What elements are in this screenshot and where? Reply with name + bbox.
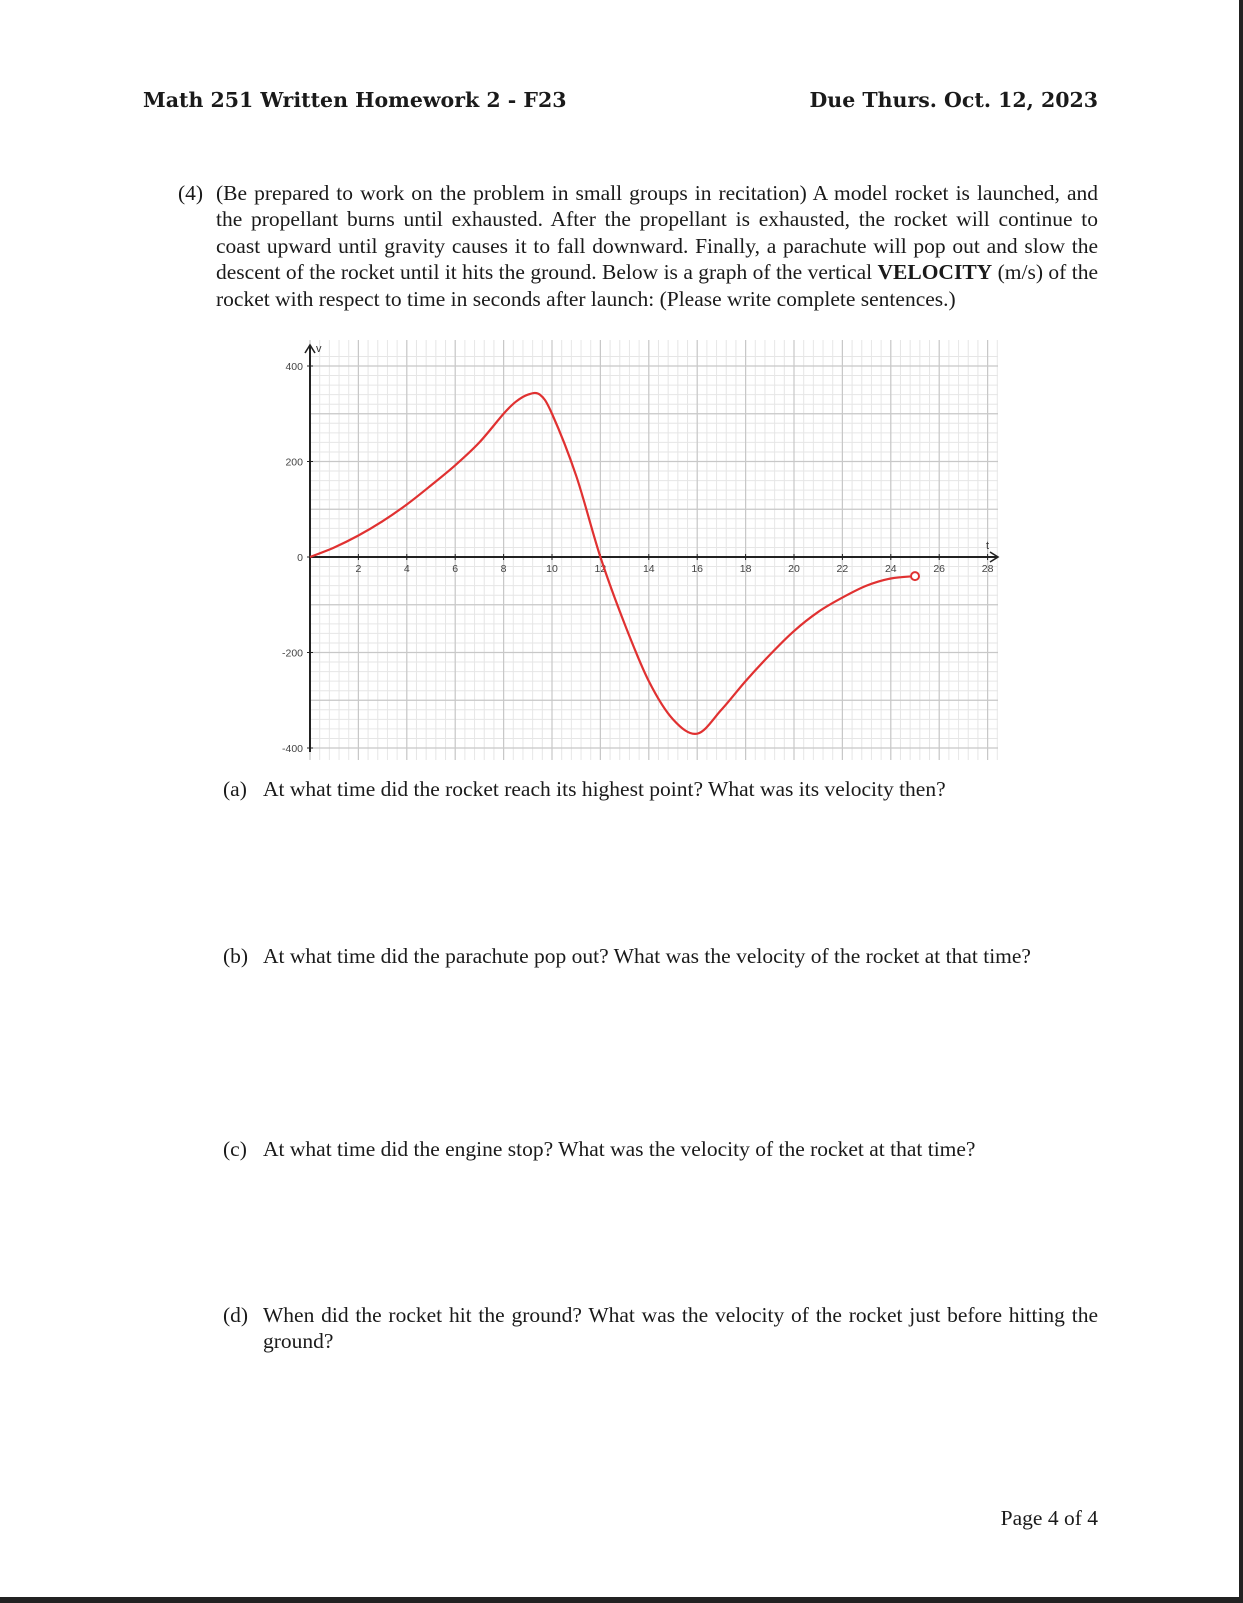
problem-number: (4)	[178, 181, 204, 205]
question-a-text: At what time did the rocket reach its highest point? What was its velocity then?	[263, 777, 946, 801]
question-a-label: (a)	[223, 777, 247, 801]
page-header	[143, 88, 1098, 112]
x-tick-label: 24	[884, 563, 897, 575]
y-tick-label: 400	[285, 361, 303, 373]
page-border-bottom	[0, 1597, 1243, 1603]
velocity-curve-group	[310, 393, 919, 734]
problem-bold-word: VELOCITY	[877, 260, 993, 285]
x-tick-label: 16	[691, 563, 704, 575]
x-tick-label: 6	[452, 563, 459, 575]
x-tick-label: 4	[403, 563, 410, 575]
x-tick-label: 26	[933, 563, 946, 575]
y-tick-label: -200	[281, 647, 303, 660]
due-date: Due Thurs. Oct. 12, 2023	[809, 88, 1098, 112]
velocity-chart	[270, 340, 1030, 780]
tick-labels	[282, 343, 994, 755]
x-tick-label: 14	[642, 563, 655, 575]
question-b-text: At what time did the parachute pop out? What was the velocity of the rocket at that time?	[263, 944, 1031, 968]
x-tick-label: 22	[836, 563, 849, 575]
x-tick-label: 10	[546, 563, 558, 575]
question-b-label: (b)	[223, 944, 249, 968]
velocity-curve	[310, 393, 915, 734]
question-a	[223, 776, 1098, 802]
question-c	[223, 1136, 1098, 1162]
open-endpoint-marker	[911, 572, 919, 580]
y-tick-label: 0	[297, 552, 303, 564]
question-c-label: (c)	[223, 1137, 247, 1161]
x-tick-label: 12	[594, 563, 607, 575]
y-tick-label: 200	[285, 456, 303, 469]
problem-text-before: (Be prepared to work on the problem in small groups in recitation) A model rocket is launched, and the propellant burns until exhausted. After the propellant is exhausted, the rocket will continue to coast upward until gravity causes it to fall downward. Finally, a parachute will pop out and slow the descent of the rocket until it hits the ground. Below is a graph of the vertical	[216, 181, 1098, 285]
x-tick-label: 8	[500, 563, 507, 575]
x-axis-label: t	[986, 540, 990, 552]
y-tick-label: -400	[281, 743, 303, 755]
problem-statement	[178, 180, 1098, 312]
question-b	[223, 943, 1098, 969]
question-d-label: (d)	[223, 1303, 249, 1327]
x-tick-label: 20	[788, 563, 800, 575]
problem-body	[216, 180, 1098, 312]
x-tick-label: 28	[981, 563, 994, 575]
grid-major	[310, 340, 998, 760]
question-d-text: When did the rocket hit the ground? What was the velocity of the rocket just before hitting the ground?	[263, 1303, 1098, 1354]
page-border-right	[1239, 0, 1243, 1603]
grid-minor	[310, 340, 998, 760]
page-number: Page 4 of 4	[1000, 1506, 1098, 1530]
velocity-chart-svg	[270, 340, 1030, 780]
problem-text-after: (m/s) of the rocket with respect to time in seconds after launch: (Please write complete sentences.)	[216, 260, 1098, 311]
y-axis-label: v	[316, 343, 322, 355]
question-c-text: At what time did the engine stop? What was the velocity of the rocket at that time?	[263, 1137, 976, 1161]
homework-title: Math 251 Written Homework 2 - F23	[143, 88, 567, 112]
x-tick-label: 18	[739, 563, 752, 575]
x-tick-label: 2	[355, 563, 362, 575]
question-d	[223, 1302, 1098, 1355]
